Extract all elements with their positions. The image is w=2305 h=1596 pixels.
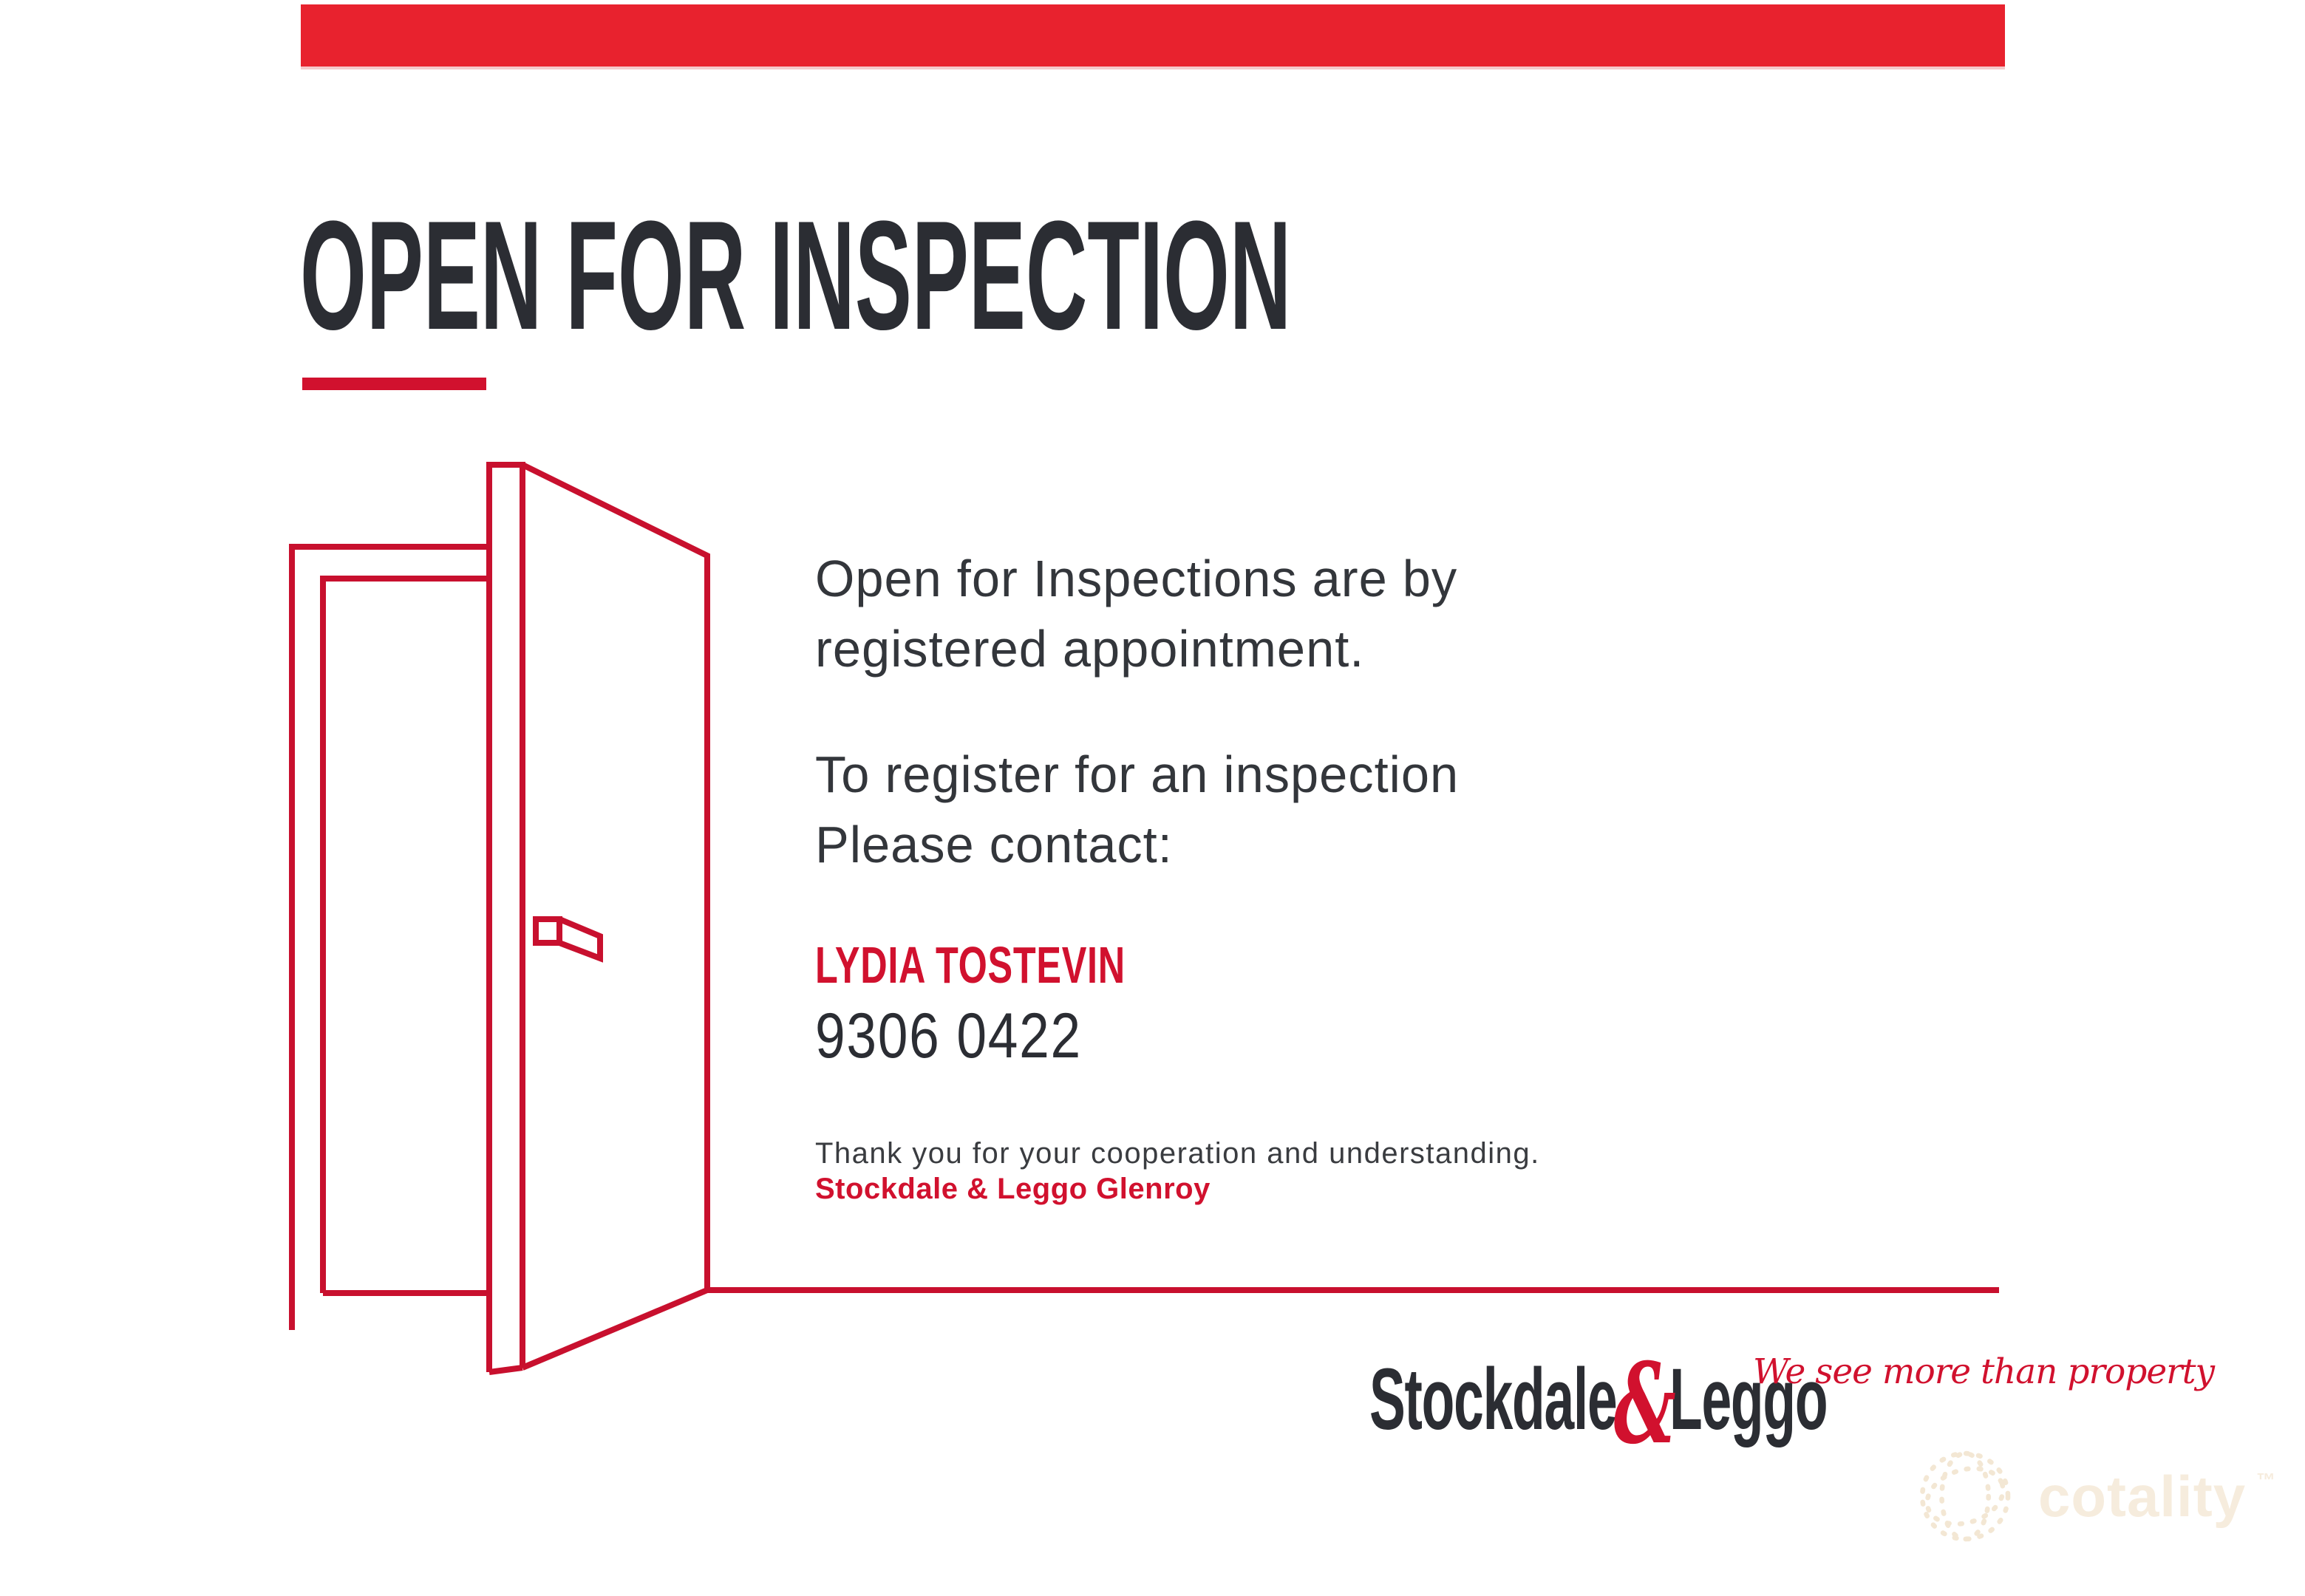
brand-ampersand-icon: & <box>1613 1339 1676 1469</box>
watermark <box>1913 1447 2274 1546</box>
top-red-bar <box>301 4 2005 69</box>
contact-name: LYDIA TOSTEVIN <box>815 936 1126 994</box>
door-edge <box>489 465 522 1372</box>
door-handle <box>536 919 600 958</box>
watermark-text: cotality <box>2038 1464 2247 1529</box>
globe-icon <box>1913 1447 2029 1546</box>
watermark-trademark: ™ <box>2256 1468 2276 1491</box>
page-title-text: OPEN FOR INSPECTION <box>300 188 1292 362</box>
title-underline <box>302 378 486 390</box>
brand-tagline: We see more than property <box>1753 1351 2215 1392</box>
thanks-text: Thank you for your cooperation and understanding. <box>815 1137 1540 1170</box>
brand-leggo: Leggo <box>1669 1351 1828 1448</box>
intro-text-line1: Open for Inspections are by <box>815 550 1458 607</box>
page-title <box>300 188 2103 362</box>
door-frame-inner <box>323 579 489 1293</box>
office-name: Stockdale & Leggo Glenroy <box>815 1173 1211 1205</box>
intro-text-line2: registered appointment. <box>815 620 1365 678</box>
register-text-line1: To register for an inspection <box>815 746 1460 803</box>
register-text-line2: Please contact: <box>815 816 1173 873</box>
contact-phone: 9306 0422 <box>815 1000 1082 1071</box>
brand-stockdale: Stockdale <box>1369 1351 1617 1448</box>
